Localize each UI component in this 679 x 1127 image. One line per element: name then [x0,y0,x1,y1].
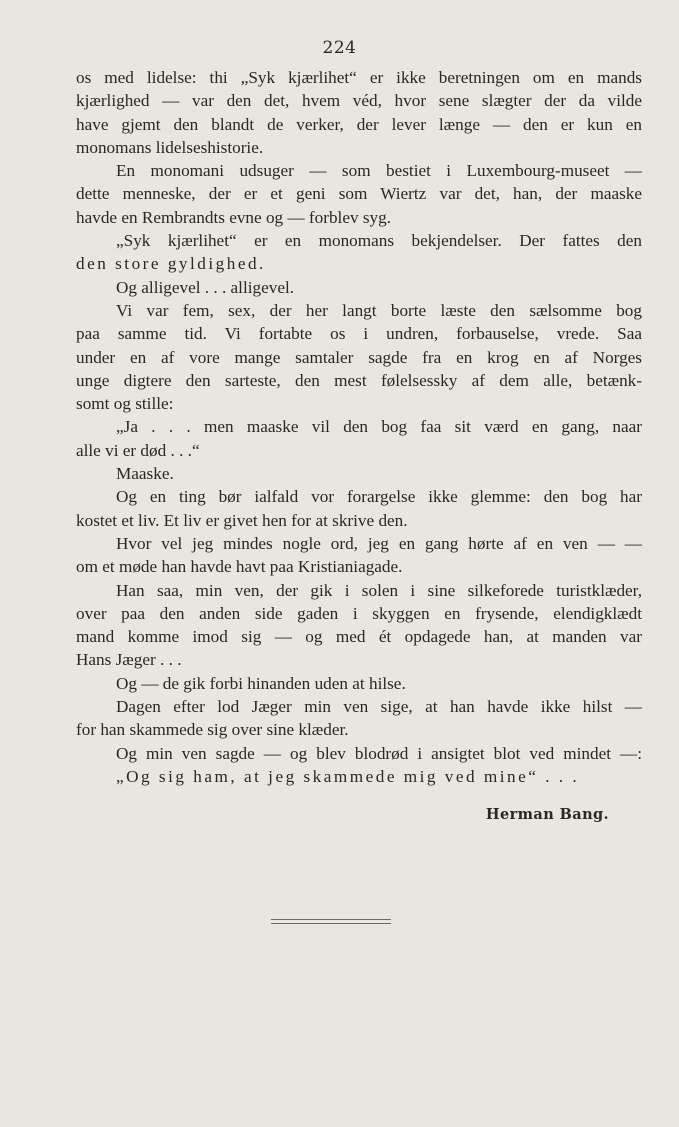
text-line: monomans lidelseshistorie. [76,137,264,157]
body-text [76,66,642,788]
text-line: for han skammede sig over sine klæder. [76,720,349,740]
text-line: En monomani udsuger — som bestiet i Luxembourg-museet — [116,161,642,181]
divider-rule [271,919,391,920]
text-line: Og alligevel . . . alligevel. [116,277,295,297]
text-line: alle vi er død . . .“ [76,440,200,460]
text-line: Hvor vel jeg mindes nogle ord, jeg en gang hørte af en ven — — [116,533,642,553]
text-line: dette menneske, der er et geni som Wiertz var det, han, der maaske [76,184,642,204]
text-line: os med lidelse: thi „Syk kjærlihet“ er ikke beretningen om en mands [76,68,642,87]
text-line: Og en ting bør ialfald vor forargelse ikke glemme: den bog har [116,487,642,507]
text-line: kjærlighed — var den det, hvem véd, hvor sene slægter der da vilde [76,91,642,111]
text-line: havde en Rembrandts evne og — forblev syg. [76,207,392,227]
text-line: om et møde han havde havt paa Kristianiagade. [76,557,403,577]
text-line: Og — de gik forbi hinanden uden at hilse. [116,673,406,693]
text-line: somt og stille: [76,394,174,414]
text-line: „Og sig ham, at jeg skammede mig ved mine“ . . . [116,766,580,786]
text-line: over paa den anden side gaden i skyggen en frysende, elendigklædt [76,603,642,623]
text-line: „Syk kjærlihet“ er en monomans bekjendelser. Der fattes den [116,231,642,251]
text-line: under en af vore mange samtaler sagde fra en krog en af Norges [76,347,642,367]
author-signature: Herman Bang. [485,806,609,823]
text-line: Og min ven sagde — og blev blodrød i ansigtet blot ved mindet —: [116,743,642,763]
text-line: Dagen efter lod Jæger min ven sige, at han havde ikke hilst — [116,697,642,717]
text-line: Hans Jæger . . . [76,650,182,670]
text-line: mand komme imod sig — og med ét opdagede han, at manden var [76,627,642,647]
divider-rule [271,923,391,924]
text-line: Vi var fem, sex, der her langt borte læste den sælsomme bog [116,300,642,320]
text-line: paa samme tid. Vi fortabte os i undren, forbauselse, vrede. Saa [76,324,642,344]
text-line: have gjemt den blandt de verker, der lever længe — den er kun en [76,114,642,134]
text-line: kostet et liv. Et liv er givet hen for at skrive den. [76,510,408,530]
text-line: Maaske. [116,464,174,484]
text-line: unge digtere den sarteste, den mest følelsessky af dem alle, betænk- [76,370,642,390]
text-line: den store gyldighed. [76,254,266,274]
text-line: Han saa, min ven, der gik i solen i sine silkeforede turistklæder, [116,580,642,600]
text-line: „Ja . . . men maaske vil den bog faa sit værd en gang, naar [116,417,642,437]
page-number: 224 [322,38,357,58]
